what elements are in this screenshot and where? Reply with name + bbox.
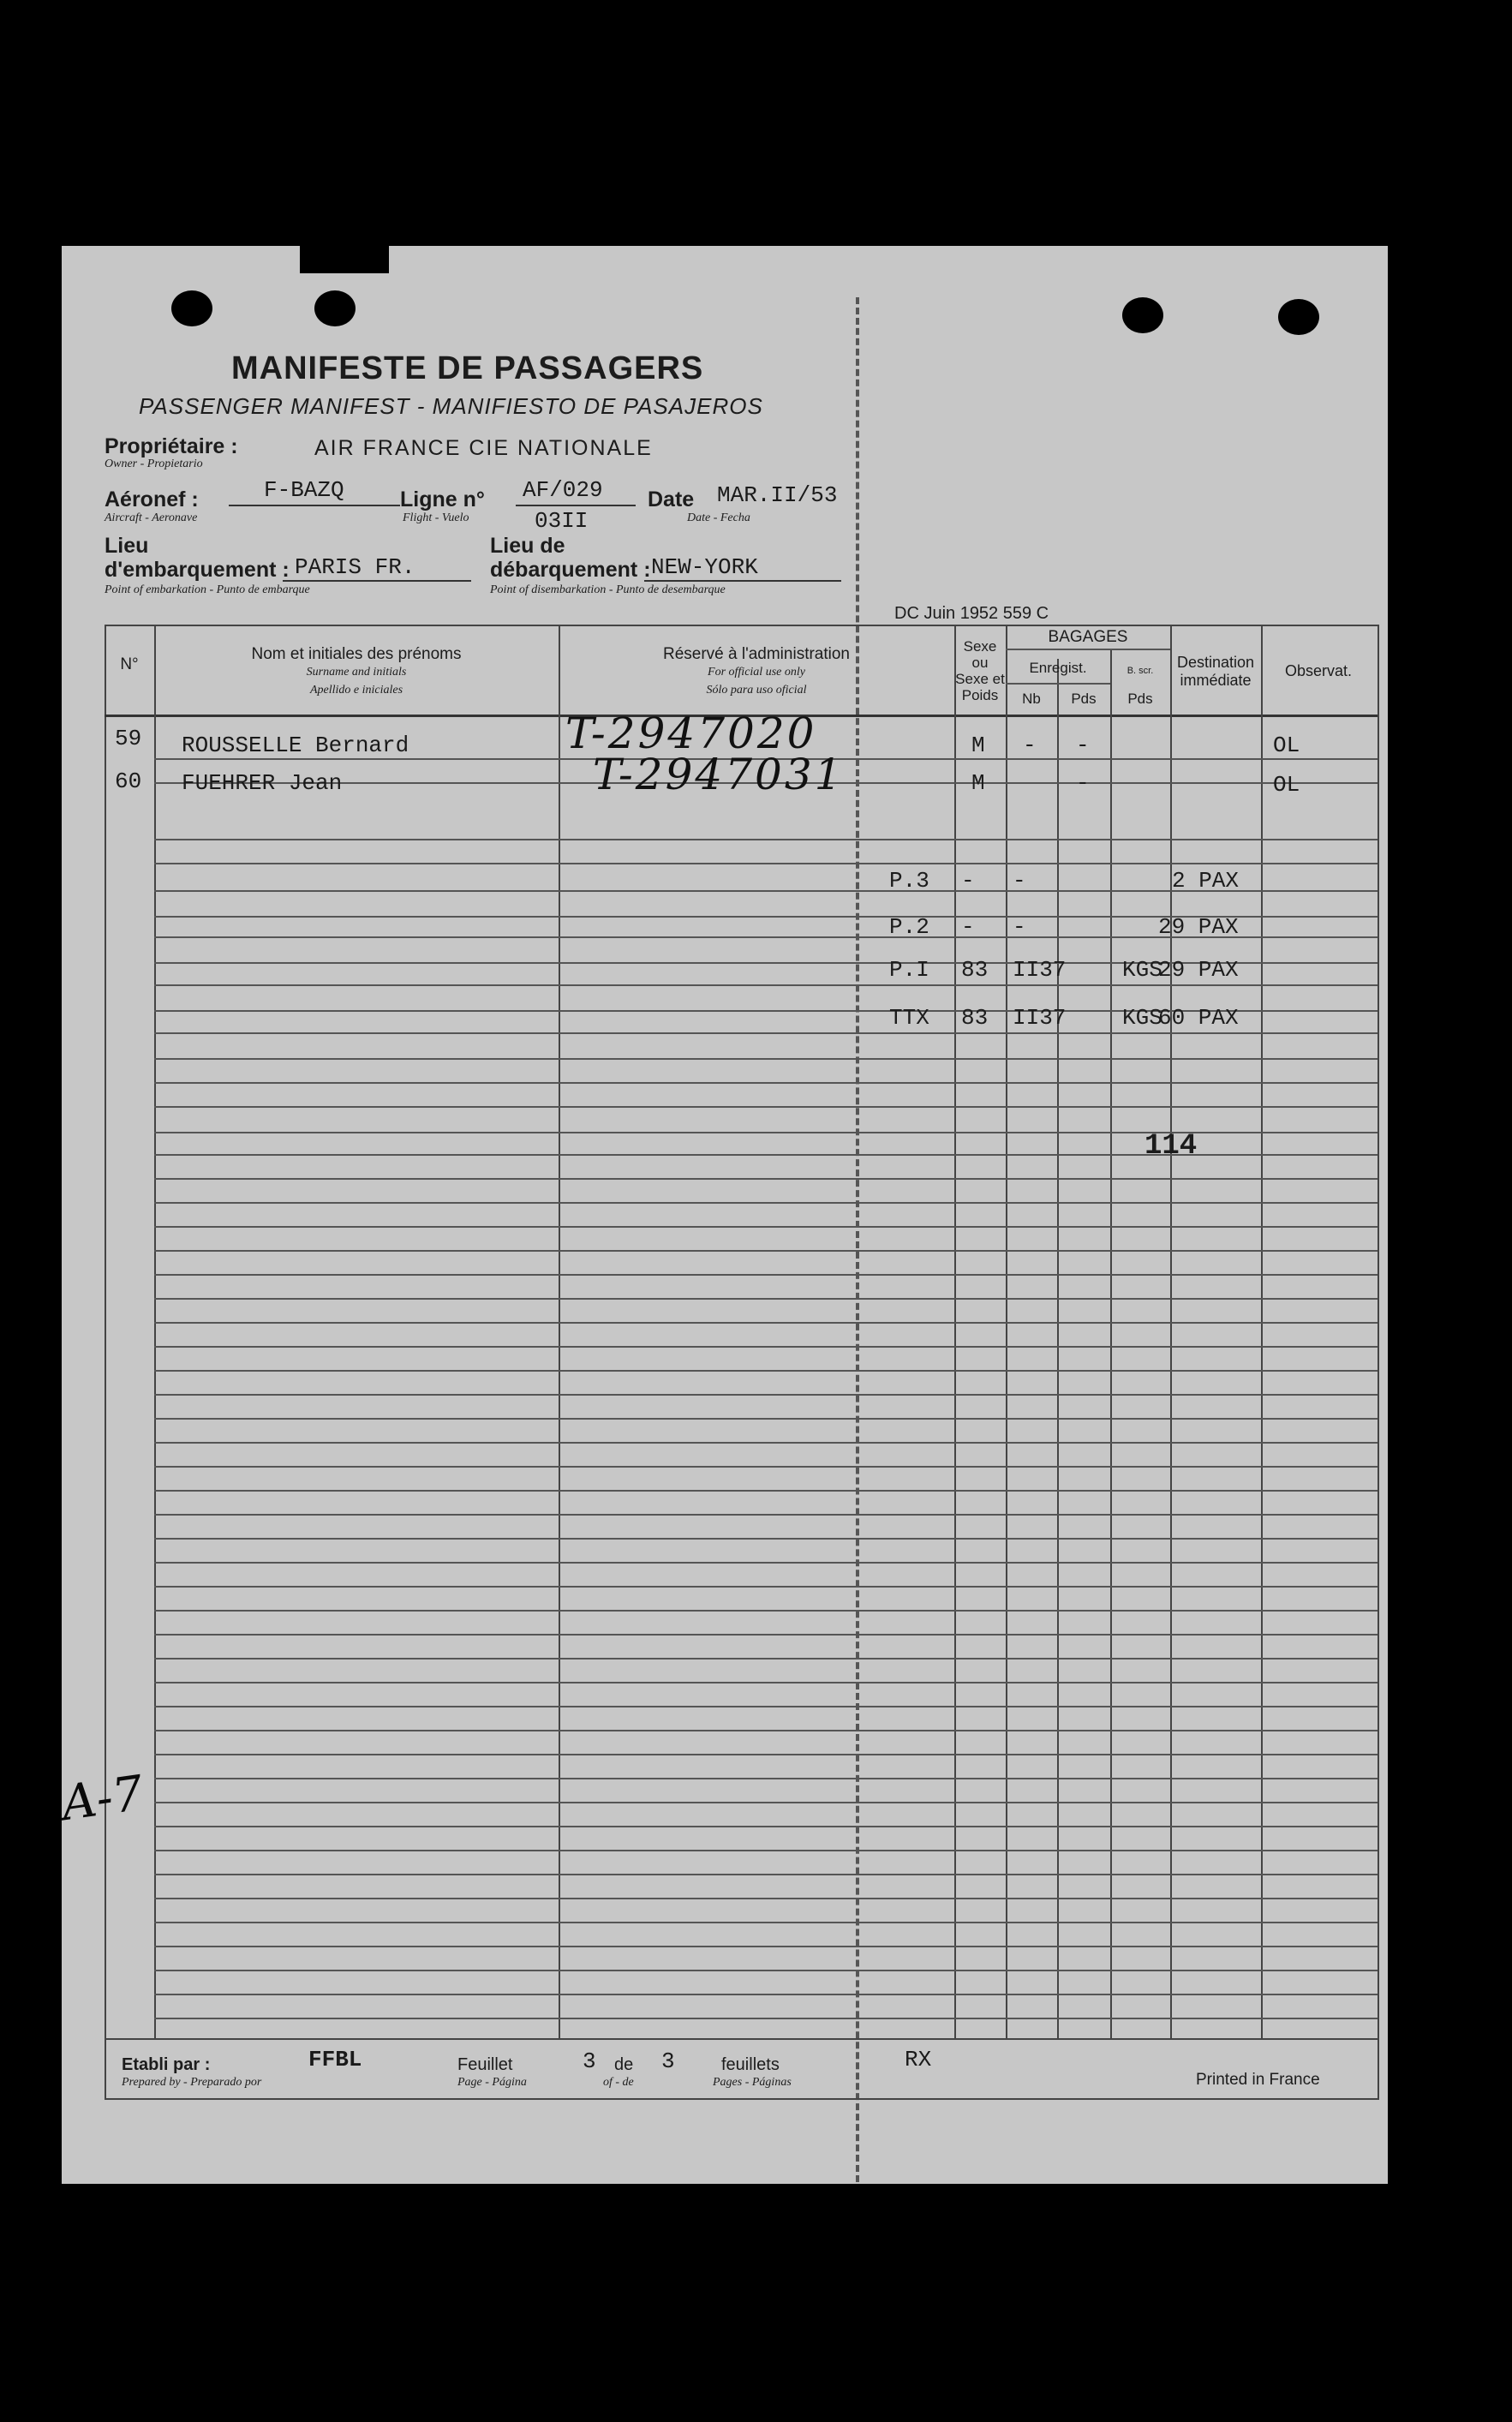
punch-hole [1122, 297, 1163, 333]
baggage-rule [1006, 649, 1170, 650]
passenger-ticket-handwritten: T-2947020 [565, 709, 817, 758]
flight-label: Ligne n° [400, 487, 485, 511]
disembark-label-1: Lieu de [490, 534, 565, 558]
row-rule [154, 1706, 1378, 1707]
passenger-name: ROUSSELLE Bernard [182, 733, 409, 758]
passenger-bag-nb: - [1023, 733, 1037, 758]
passenger-obs: OL [1273, 772, 1300, 798]
row-rule [154, 863, 1378, 864]
page-label: Feuillet [457, 2055, 513, 2074]
row-rule [154, 1634, 1378, 1636]
row-rule [154, 1106, 1378, 1108]
row-rule [154, 1754, 1378, 1755]
row-rule [154, 1250, 1378, 1252]
date-sublabel: Date - Fecha [687, 511, 750, 524]
passenger-sex: M [971, 770, 985, 796]
page-sublabel: Page - Página [457, 2076, 527, 2089]
row-rule [154, 1658, 1378, 1660]
row-rule [154, 1802, 1378, 1803]
manifest-sheet [57, 246, 1388, 2184]
aircraft-underline [229, 505, 400, 506]
column-divider [1110, 649, 1112, 2038]
col-admin-es: Sólo para uso oficial [706, 684, 807, 697]
summary-nb: 83 [961, 957, 989, 983]
embark-underline [283, 580, 471, 582]
row-rule [154, 1898, 1378, 1899]
embark-value: PARIS FR. [295, 554, 415, 580]
flight-value: AF/029 [523, 477, 603, 503]
document-subtitle: PASSENGER MANIFEST - MANIFIESTO DE PASAJEROS [139, 393, 763, 419]
col-destination-1: Destination [1176, 654, 1255, 671]
of-value: 3 [661, 2048, 675, 2074]
summary-class: P.I [889, 957, 929, 983]
rx-mark: RX [905, 2047, 932, 2072]
row-rule [154, 1370, 1378, 1372]
row-rule [154, 1466, 1378, 1468]
pages-label: feuillets [721, 2055, 780, 2074]
row-rule [154, 984, 1378, 986]
col-sex-1: Sexe [963, 638, 997, 655]
total-mark: 114 [1144, 1130, 1198, 1163]
passenger-no: 59 [115, 726, 142, 751]
summary-pax: 29 PAX [1158, 914, 1239, 940]
embark-label-2: d'embarquement : [105, 558, 290, 582]
row-rule [154, 1442, 1378, 1444]
row-rule [154, 1778, 1378, 1779]
summary-kgs: KGS [1122, 957, 1162, 983]
passenger-sex: M [971, 733, 985, 758]
row-rule [154, 1082, 1378, 1084]
owner-label: Propriétaire : [105, 434, 238, 458]
col-destination [1170, 654, 1261, 690]
margin-handwritten-note: A-7 [57, 1765, 147, 1833]
row-rule [154, 1490, 1378, 1492]
col-name [154, 645, 559, 699]
summary-pax: 2 PAX [1172, 868, 1240, 894]
summary-class: P.3 [889, 868, 929, 894]
col-nb: Nb [1022, 691, 1041, 707]
passenger-name: FUEHRER Jean [182, 770, 343, 796]
of-label: de [614, 2055, 634, 2074]
col-sex [954, 638, 1006, 703]
prepared-sublabel: Prepared by - Preparado por [122, 2076, 262, 2089]
flight-sublabel: Flight - Vuelo [403, 511, 469, 524]
manifest-table [105, 625, 1379, 2040]
col-name-es: Apellido e iniciales [309, 684, 403, 697]
summary-class: P.2 [889, 914, 929, 940]
row-rule [154, 1826, 1378, 1827]
page-value: 3 [583, 2048, 596, 2074]
column-divider [1057, 659, 1059, 2038]
col-baggage: BAGAGES [1048, 628, 1128, 646]
punch-hole [314, 290, 356, 326]
row-rule [154, 1514, 1378, 1516]
summary-pds: - [1013, 868, 1026, 894]
row-rule [154, 1418, 1378, 1420]
flight-underline [516, 505, 636, 506]
document-title: MANIFESTE DE PASSAGERS [231, 350, 704, 386]
row-rule [154, 1322, 1378, 1324]
row-rule [154, 1682, 1378, 1683]
summary-nb: - [961, 914, 975, 940]
aircraft-value: F-BAZQ [264, 477, 344, 503]
passenger-bag-nb: - [1076, 770, 1090, 796]
disembark-value: NEW-YORK [651, 554, 758, 580]
owner-value: AIR FRANCE CIE NATIONALE [314, 436, 653, 460]
summary-pax: 60 PAX [1158, 1005, 1239, 1031]
summary-pds: II37 [1013, 1005, 1067, 1031]
prepared-value: FFBL [308, 2047, 362, 2072]
col-registered: Enregist. [1029, 660, 1087, 676]
col-admin-en: For official use only [708, 666, 805, 679]
flight-value-2: 03II [535, 508, 589, 534]
passenger-bag-pds: - [1076, 733, 1090, 758]
row-rule [154, 839, 1378, 840]
disembark-underline [644, 580, 841, 582]
col-name-en: Surname and initials [306, 666, 407, 679]
row-rule [154, 1298, 1378, 1300]
row-rule [154, 1850, 1378, 1851]
passenger-ticket-handwritten: T-2947031 [593, 750, 845, 799]
printed-in-france: Printed in France [1196, 2071, 1320, 2089]
col-sex-4: Poids [961, 687, 999, 703]
of-sublabel: of - de [603, 2076, 634, 2089]
passenger-no: 60 [115, 768, 142, 794]
aircraft-sublabel: Aircraft - Aeronave [105, 511, 198, 524]
row-rule [154, 1610, 1378, 1612]
row-rule [154, 1562, 1378, 1564]
summary-nb: 83 [961, 1005, 989, 1031]
row-rule [154, 1946, 1378, 1947]
aircraft-label: Aéronef : [105, 487, 199, 511]
row-rule [154, 1922, 1378, 1923]
col-pds: Pds [1071, 691, 1097, 707]
date-label: Date [648, 487, 695, 511]
row-rule [154, 1178, 1378, 1180]
col-admin [559, 645, 954, 699]
passenger-obs: OL [1273, 733, 1300, 758]
row-rule [154, 1970, 1378, 1971]
punch-hole [171, 290, 212, 326]
embark-label-1: Lieu [105, 534, 149, 558]
summary-class: TTX [889, 1005, 929, 1031]
row-rule [154, 1994, 1378, 1995]
disembark-label-2: débarquement : [490, 558, 651, 582]
col-no: N° [120, 655, 139, 673]
baggage-rule [1006, 683, 1110, 685]
disembark-sublabel: Point of disembarkation - Punto de desembarque [490, 583, 726, 596]
col-pds-cabin: Pds [1127, 691, 1153, 707]
col-destination-2: immédiate [1180, 672, 1252, 689]
summary-kgs: KGS [1122, 1005, 1162, 1031]
col-admin-fr: Réservé à l'administration [663, 645, 850, 663]
row-rule [154, 1346, 1378, 1348]
summary-pds: II37 [1013, 957, 1067, 983]
row-rule [154, 1394, 1378, 1396]
col-cabin: B. scr. [1127, 666, 1154, 676]
row-rule [154, 1586, 1378, 1588]
row-rule [154, 1058, 1378, 1060]
row-rule [154, 1274, 1378, 1276]
paper-notch [300, 246, 389, 273]
row-rule [154, 1730, 1378, 1731]
row-rule [154, 1874, 1378, 1875]
col-sex-3: Sexe et [955, 671, 1005, 687]
date-value: MAR.II/53 [717, 482, 838, 508]
col-name-fr: Nom et initiales des prénoms [251, 645, 462, 663]
punch-hole [1278, 299, 1319, 335]
pages-sublabel: Pages - Páginas [713, 2076, 792, 2089]
form-code: DC Juin 1952 559 C [894, 604, 1049, 623]
col-sex-2: ou [971, 655, 989, 671]
summary-nb: - [961, 868, 975, 894]
summary-pax: 29 PAX [1158, 957, 1239, 983]
row-rule [154, 1202, 1378, 1204]
row-rule [154, 1032, 1378, 1034]
owner-sublabel: Owner - Propietario [105, 457, 203, 470]
row-rule [154, 1538, 1378, 1540]
embark-sublabel: Point of embarkation - Punto de embarque [105, 583, 310, 596]
summary-pds: - [1013, 914, 1026, 940]
col-observations: Observat. [1284, 662, 1353, 679]
prepared-label: Etabli par : [122, 2055, 211, 2074]
row-rule [154, 1226, 1378, 1228]
row-rule [154, 2018, 1378, 2019]
